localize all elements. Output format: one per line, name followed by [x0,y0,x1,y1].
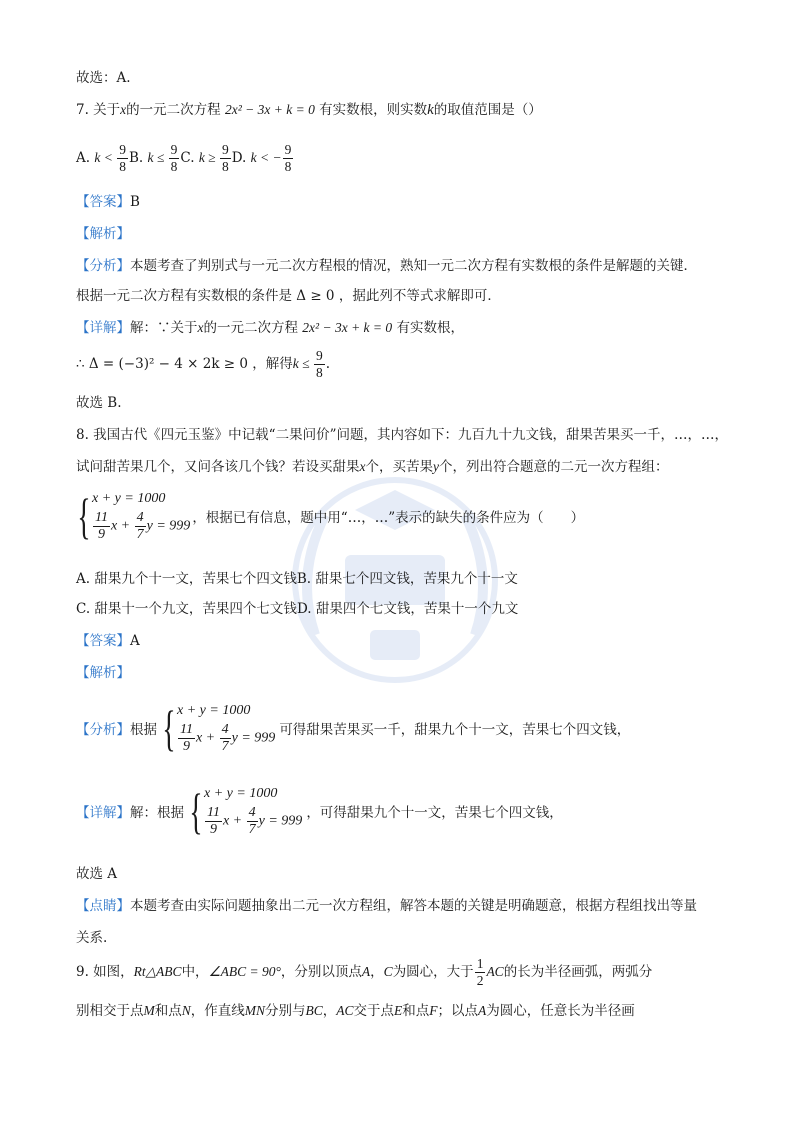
question-7 [76,100,740,120]
fraction [475,956,486,989]
detail-text: . [325,356,330,372]
eq-part: x + [195,730,219,746]
answer-line [76,192,740,212]
fraction [283,142,294,175]
q8-text: 8. 我国古代《四元玉鉴》中记载“二果问价”问题，其内容如下：九百九十九文钱，甜果苦果买一千，…，…， [76,427,728,443]
option-c: C. 甜果十一个九文，苦果四个七文钱 [76,601,297,617]
detail-tag: 【详解】 [76,320,130,336]
detail-text: 解：根据 [130,804,184,821]
option-b-label: B. [128,150,148,166]
point-a: A [478,1003,487,1018]
equation: 2x² − 3x + k = 0 [224,102,315,117]
equation-2 [204,805,302,838]
equation-2 [177,722,275,755]
numerator: 4 [136,510,144,525]
equation-1: x + y = 1000 [177,703,251,718]
numerator: 11 [95,510,108,525]
triangle: Rt△ABC [133,964,182,979]
conclusion-text: 故选 A [76,866,118,882]
numerator: 9 [284,142,292,157]
answer-value: B [130,194,140,210]
option-a: A. 甜果九个十一文，苦果七个四文钱 [76,571,297,587]
numerator: 9 [221,142,229,157]
q7-options [76,138,740,178]
option-b-expr: k ≤ [147,150,168,165]
option-c-label: C. [180,150,199,166]
analysis-tag: 【解析】 [76,226,130,242]
detail-line [76,344,740,384]
numerator: 1 [476,956,484,971]
text-line [76,393,740,413]
angle: ∠ABC = 90° [208,964,281,979]
q7-text: 有实数根，则实数 [319,102,428,118]
fenxi-tag: 【分析】 [76,258,130,274]
eq-part: x + [110,518,134,534]
q9-text: 和点 [154,1003,182,1019]
analysis-line [76,286,740,306]
detail-text: 有实数根， [396,320,464,336]
option-d: D. 甜果四个七文钱，苦果十一个九文 [296,601,519,617]
q8-text: 试问甜苦果几个，又问各该几个钱？若设买甜果 [76,459,360,475]
question-9 [76,952,740,992]
equation: 2x² − 3x + k = 0 [302,320,393,335]
detail-tag: 【详解】 [76,804,130,821]
q9-text: 为圆心，大于 [392,964,474,980]
detail-text: 解：∵关于 [130,320,198,336]
q8-options-row1 [76,569,740,589]
text-line [76,68,740,88]
numerator: 11 [180,722,193,737]
brace: { [189,782,203,839]
comment-line [76,928,740,948]
fenxi-tag: 【分析】 [76,721,130,738]
q9-text: ， [322,1003,337,1019]
fraction [220,142,231,175]
segment-ac: AC [486,964,504,979]
brace: { [77,487,91,544]
equation-system [72,488,584,543]
denominator: 2 [476,973,484,988]
q9-text: 的长为半径画弧，两弧分 [503,964,653,980]
comment-text: 本题考查由实际问题抽象出二元一次方程组，解答本题的关键是明确题意，根据方程组找出等量 [130,898,697,914]
line-mn: MN [244,1003,266,1018]
q8-text: 个，列出符合题意的二元一次方程组： [439,459,669,475]
point-m: M [143,1003,155,1018]
option-d-expr: k < − [250,150,282,165]
question-8 [76,425,740,445]
denominator: 8 [170,159,178,174]
comment-line [76,896,740,916]
q7-text: 的取值范围是（） [433,102,542,118]
numerator: 9 [315,348,323,363]
numerator: 9 [119,142,126,157]
var-x: x [197,320,204,335]
analysis-tag: 【解析】 [76,665,130,681]
detail-text: ∴ Δ = (−3)² − 4 × 2k ≥ 0 ，解得 [76,356,293,372]
option-c-expr: k ≥ [198,150,219,165]
detail-line [76,318,740,338]
q9-text: 别相交于点 [76,1003,144,1019]
denominator: 8 [119,159,126,174]
q9-text: ，作直线 [190,1003,245,1019]
q8-text: ，根据已有信息，题中用“…，…”表示的缺失的条件应为（ ） [192,509,585,526]
comment-text: 关系. [76,930,108,946]
equation-2 [92,510,190,543]
analysis-text: 可得甜果苦果买一千，甜果九个十一文，苦果七个四文钱， [279,721,631,738]
analysis-text: 根据 [130,721,157,738]
denominator: 9 [182,739,190,754]
denominator: 7 [248,822,256,837]
denominator: 9 [209,822,217,837]
option-a-expr: k < [94,150,117,165]
denominator: 7 [136,527,144,542]
q9-text: ，分别以顶点 [280,964,362,980]
q9-text: 交于点 [353,1003,395,1019]
var-x: x [120,102,127,117]
answer-tag: 【答案】 [76,633,130,649]
detail-text: ，可得甜果九个十一文，苦果七个四文钱， [306,804,563,821]
answer-value: A [130,633,140,649]
point-e: E [394,1003,403,1018]
q9-text: 和点 [402,1003,430,1019]
conclusion-text: 故选 B. [76,395,122,411]
brace: { [162,699,176,756]
analysis-text: 本题考查了判别式与一元二次方程根的情况，熟知一元二次方程有实数根的条件是解题的关键． [130,258,697,274]
denominator: 8 [284,159,292,174]
analysis-text: 根据一元二次方程有实数根的条件是 Δ ≥ 0 ，据此列不等式求解即可． [76,288,501,304]
point-a: A [361,964,371,979]
equation-1: x + y = 1000 [204,786,278,801]
question-9 [76,1001,740,1021]
q8-options-row2 [76,599,740,619]
text-line [76,864,740,884]
q8-text: 个，买苦果 [365,459,433,475]
q7-text: 7. 关于 [76,102,121,118]
denominator: 7 [221,739,229,754]
fraction [314,348,325,381]
conclusion-text: 故选：A. [76,70,131,86]
segment-bc: BC [305,1003,323,1018]
detail-text: 的一元二次方程 [203,320,298,336]
var-y: y [433,459,439,474]
question-8 [76,457,740,477]
q7-text: 的一元二次方程 [126,102,221,118]
denominator: 8 [221,159,229,174]
denominator: 9 [97,527,105,542]
dianjing-tag: 【点睛】 [76,898,130,914]
var-k: k [427,102,434,118]
var-x: x [359,459,366,474]
analysis-with-system [76,700,630,755]
numerator: 4 [221,722,229,737]
option-d-label: D. [231,150,251,166]
point-f: F [429,1003,438,1018]
numerator: 11 [207,805,220,820]
detail-with-system [76,783,563,838]
analysis-header [76,663,740,683]
q9-text: 为圆心，任意长为半径画 [486,1003,635,1019]
detail-expr: k ≤ [292,356,313,371]
q9-text: 中， [181,964,209,980]
equation-1: x + y = 1000 [92,491,166,506]
denominator: 8 [315,365,323,380]
answer-tag: 【答案】 [76,194,130,210]
eq-part: y = 999 [258,813,303,829]
q9-text: ；以点 [437,1003,479,1019]
option-b: B. 甜果七个四文钱，苦果九个十一文 [296,571,518,587]
q9-text: 分别与 [265,1003,306,1019]
numerator: 9 [170,142,178,157]
point-n: N [181,1003,191,1018]
numerator: 4 [248,805,256,820]
eq-part: y = 999 [146,518,191,534]
option-a-label: A. [76,150,95,166]
eq-part: y = 999 [231,730,276,746]
answer-line [76,631,740,651]
point-c: C [383,964,393,979]
eq-part: x + [222,813,246,829]
segment-ac: AC [336,1003,354,1018]
analysis-line [76,256,740,276]
fraction [117,142,128,175]
analysis-header [76,224,740,244]
q9-text: ， [370,964,384,980]
fraction [169,142,180,175]
q9-text: 9. 如图， [76,964,134,980]
